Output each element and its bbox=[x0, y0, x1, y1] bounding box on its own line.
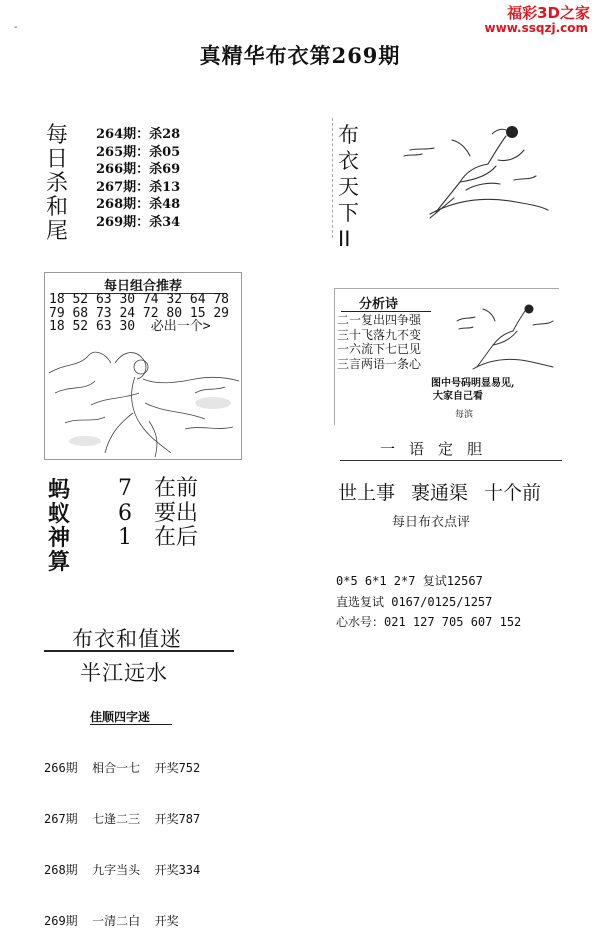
ant-calc-text: 要出 bbox=[154, 500, 199, 526]
daily-kill-item: 265期：杀05 bbox=[96, 144, 181, 160]
one-phrase-title: 一语定胆 bbox=[380, 440, 497, 458]
analysis-poem-signature: 每滨 bbox=[455, 410, 474, 420]
one-phrase-part: 裹通渠 bbox=[411, 482, 469, 504]
corner-mark: - bbox=[14, 22, 18, 33]
buyi-tianxia-title bbox=[338, 122, 364, 252]
four-char-riddle-title: 佳顺四字迷 bbox=[90, 710, 151, 724]
buyi-tianxia-title-char: 天 bbox=[338, 175, 359, 199]
analysis-poem-title: 分析诗 bbox=[359, 297, 399, 312]
ant-calc-row bbox=[118, 502, 198, 527]
bird-bamboo-sketch bbox=[453, 299, 557, 379]
recommended-codes bbox=[336, 571, 521, 633]
four-char-riddle-item: 268期 九字当头 开奖334 bbox=[44, 863, 201, 877]
one-phrase-divider bbox=[340, 460, 562, 461]
daily-kill-item: 267期：杀13 bbox=[96, 179, 181, 195]
buyi-tianxia-title-char: 布 bbox=[338, 123, 359, 147]
ant-calc-heading-char: 神 bbox=[48, 525, 71, 551]
daily-combo-row: 18 52 63 30 74 32 64 78 bbox=[49, 292, 230, 307]
four-char-riddle-item: 267期 七逢二三 开奖787 bbox=[44, 812, 201, 826]
analysis-poem-line: 二一复出四争强 bbox=[337, 313, 422, 327]
ant-calc-heading bbox=[48, 478, 72, 574]
buyi-tianxia-title-char: 下 bbox=[338, 201, 359, 225]
one-phrase-part: 十个前 bbox=[484, 482, 542, 504]
daily-combo-row: 18 52 63 30 必出一个> bbox=[49, 319, 211, 334]
daily-kill-item: 264期：杀28 bbox=[96, 127, 181, 142]
ant-calc-heading-char: 算 bbox=[48, 549, 71, 575]
one-phrase-text bbox=[338, 478, 541, 505]
riddle-divider bbox=[44, 650, 234, 652]
daily-combo-rows bbox=[49, 293, 229, 334]
four-char-riddle-item: 266期 相合一七 开奖752 bbox=[44, 761, 201, 775]
ant-calc-number: 1 bbox=[118, 525, 132, 550]
daily-kill-heading-char: 尾 bbox=[46, 219, 69, 244]
four-char-riddle-list bbox=[44, 726, 200, 947]
recommended-codes-line: 心水号：021 127 705 607 152 bbox=[336, 615, 522, 629]
daily-review-label: 每日布衣点评 bbox=[392, 515, 471, 530]
daily-combo-title: 每日组合推荐 bbox=[103, 279, 182, 294]
daily-kill-heading-char: 和 bbox=[46, 195, 69, 220]
ant-calc-heading-char: 蚂 bbox=[48, 477, 71, 503]
ant-calc-row bbox=[118, 477, 198, 502]
analysis-poem-note-line: 大家自己看 bbox=[433, 391, 483, 402]
analysis-poem-note-line: 图中号码明显易见, bbox=[431, 378, 515, 389]
analysis-poem-divider bbox=[341, 311, 431, 312]
analysis-poem-line: 三十飞落九不变 bbox=[337, 327, 422, 342]
analysis-poem-lines bbox=[337, 313, 421, 371]
buyi-tianxia-title-char: 衣 bbox=[338, 149, 359, 173]
daily-combo-row: 79 68 73 24 72 80 15 29 bbox=[49, 305, 230, 321]
analysis-poem-note bbox=[431, 377, 514, 403]
buyi-tianxia-box bbox=[332, 118, 560, 251]
analysis-poem-line: 一六流下七已见 bbox=[337, 342, 422, 356]
dancing-fairy-illustration bbox=[45, 333, 241, 459]
daily-kill-item: 269期：杀34 bbox=[96, 214, 181, 230]
recommended-codes-line: 直选复试 0167/0125/1257 bbox=[336, 594, 493, 609]
ant-calc-rows bbox=[118, 477, 198, 551]
analysis-poem-line: 三言两语一条心 bbox=[337, 356, 422, 371]
ant-calc-text: 在前 bbox=[154, 476, 199, 501]
daily-kill-item: 266期：杀69 bbox=[96, 162, 181, 178]
one-phrase-part: 世上事 bbox=[338, 482, 396, 504]
watermark-url: www.ssqzj.com bbox=[484, 21, 588, 35]
daily-kill-heading-char: 每 bbox=[46, 123, 69, 148]
four-char-riddle-item: 269期 一清二白 开奖 bbox=[44, 914, 179, 928]
watermark-site-name: 福彩3D之家 bbox=[507, 4, 590, 22]
ant-calc-number: 7 bbox=[118, 476, 132, 501]
recommended-codes-line: 0*5 6*1 2*7 复试12567 bbox=[336, 574, 483, 588]
daily-kill-item: 268期：杀48 bbox=[96, 197, 181, 213]
ant-calc-text: 在后 bbox=[154, 525, 199, 550]
daily-combo-box bbox=[44, 272, 242, 460]
riddle-answer: 半江远水 bbox=[80, 661, 168, 685]
daily-kill-heading-char: 杀 bbox=[46, 171, 69, 196]
bird-branch-sketch bbox=[396, 120, 556, 236]
page-title: 真精华布衣第269期 bbox=[199, 43, 401, 68]
riddle-title: 布衣和值迷 bbox=[72, 627, 182, 651]
four-char-riddle-divider bbox=[90, 724, 172, 725]
ant-calc-row bbox=[118, 526, 198, 551]
daily-kill-list bbox=[96, 126, 180, 232]
buyi-tianxia-title-char: II bbox=[338, 227, 351, 251]
ant-calc-heading-char: 蚁 bbox=[48, 501, 71, 527]
daily-kill-heading-char: 日 bbox=[46, 147, 69, 172]
daily-kill-heading bbox=[46, 124, 72, 244]
ant-calc-number: 6 bbox=[118, 500, 132, 526]
analysis-poem-box bbox=[334, 288, 559, 425]
